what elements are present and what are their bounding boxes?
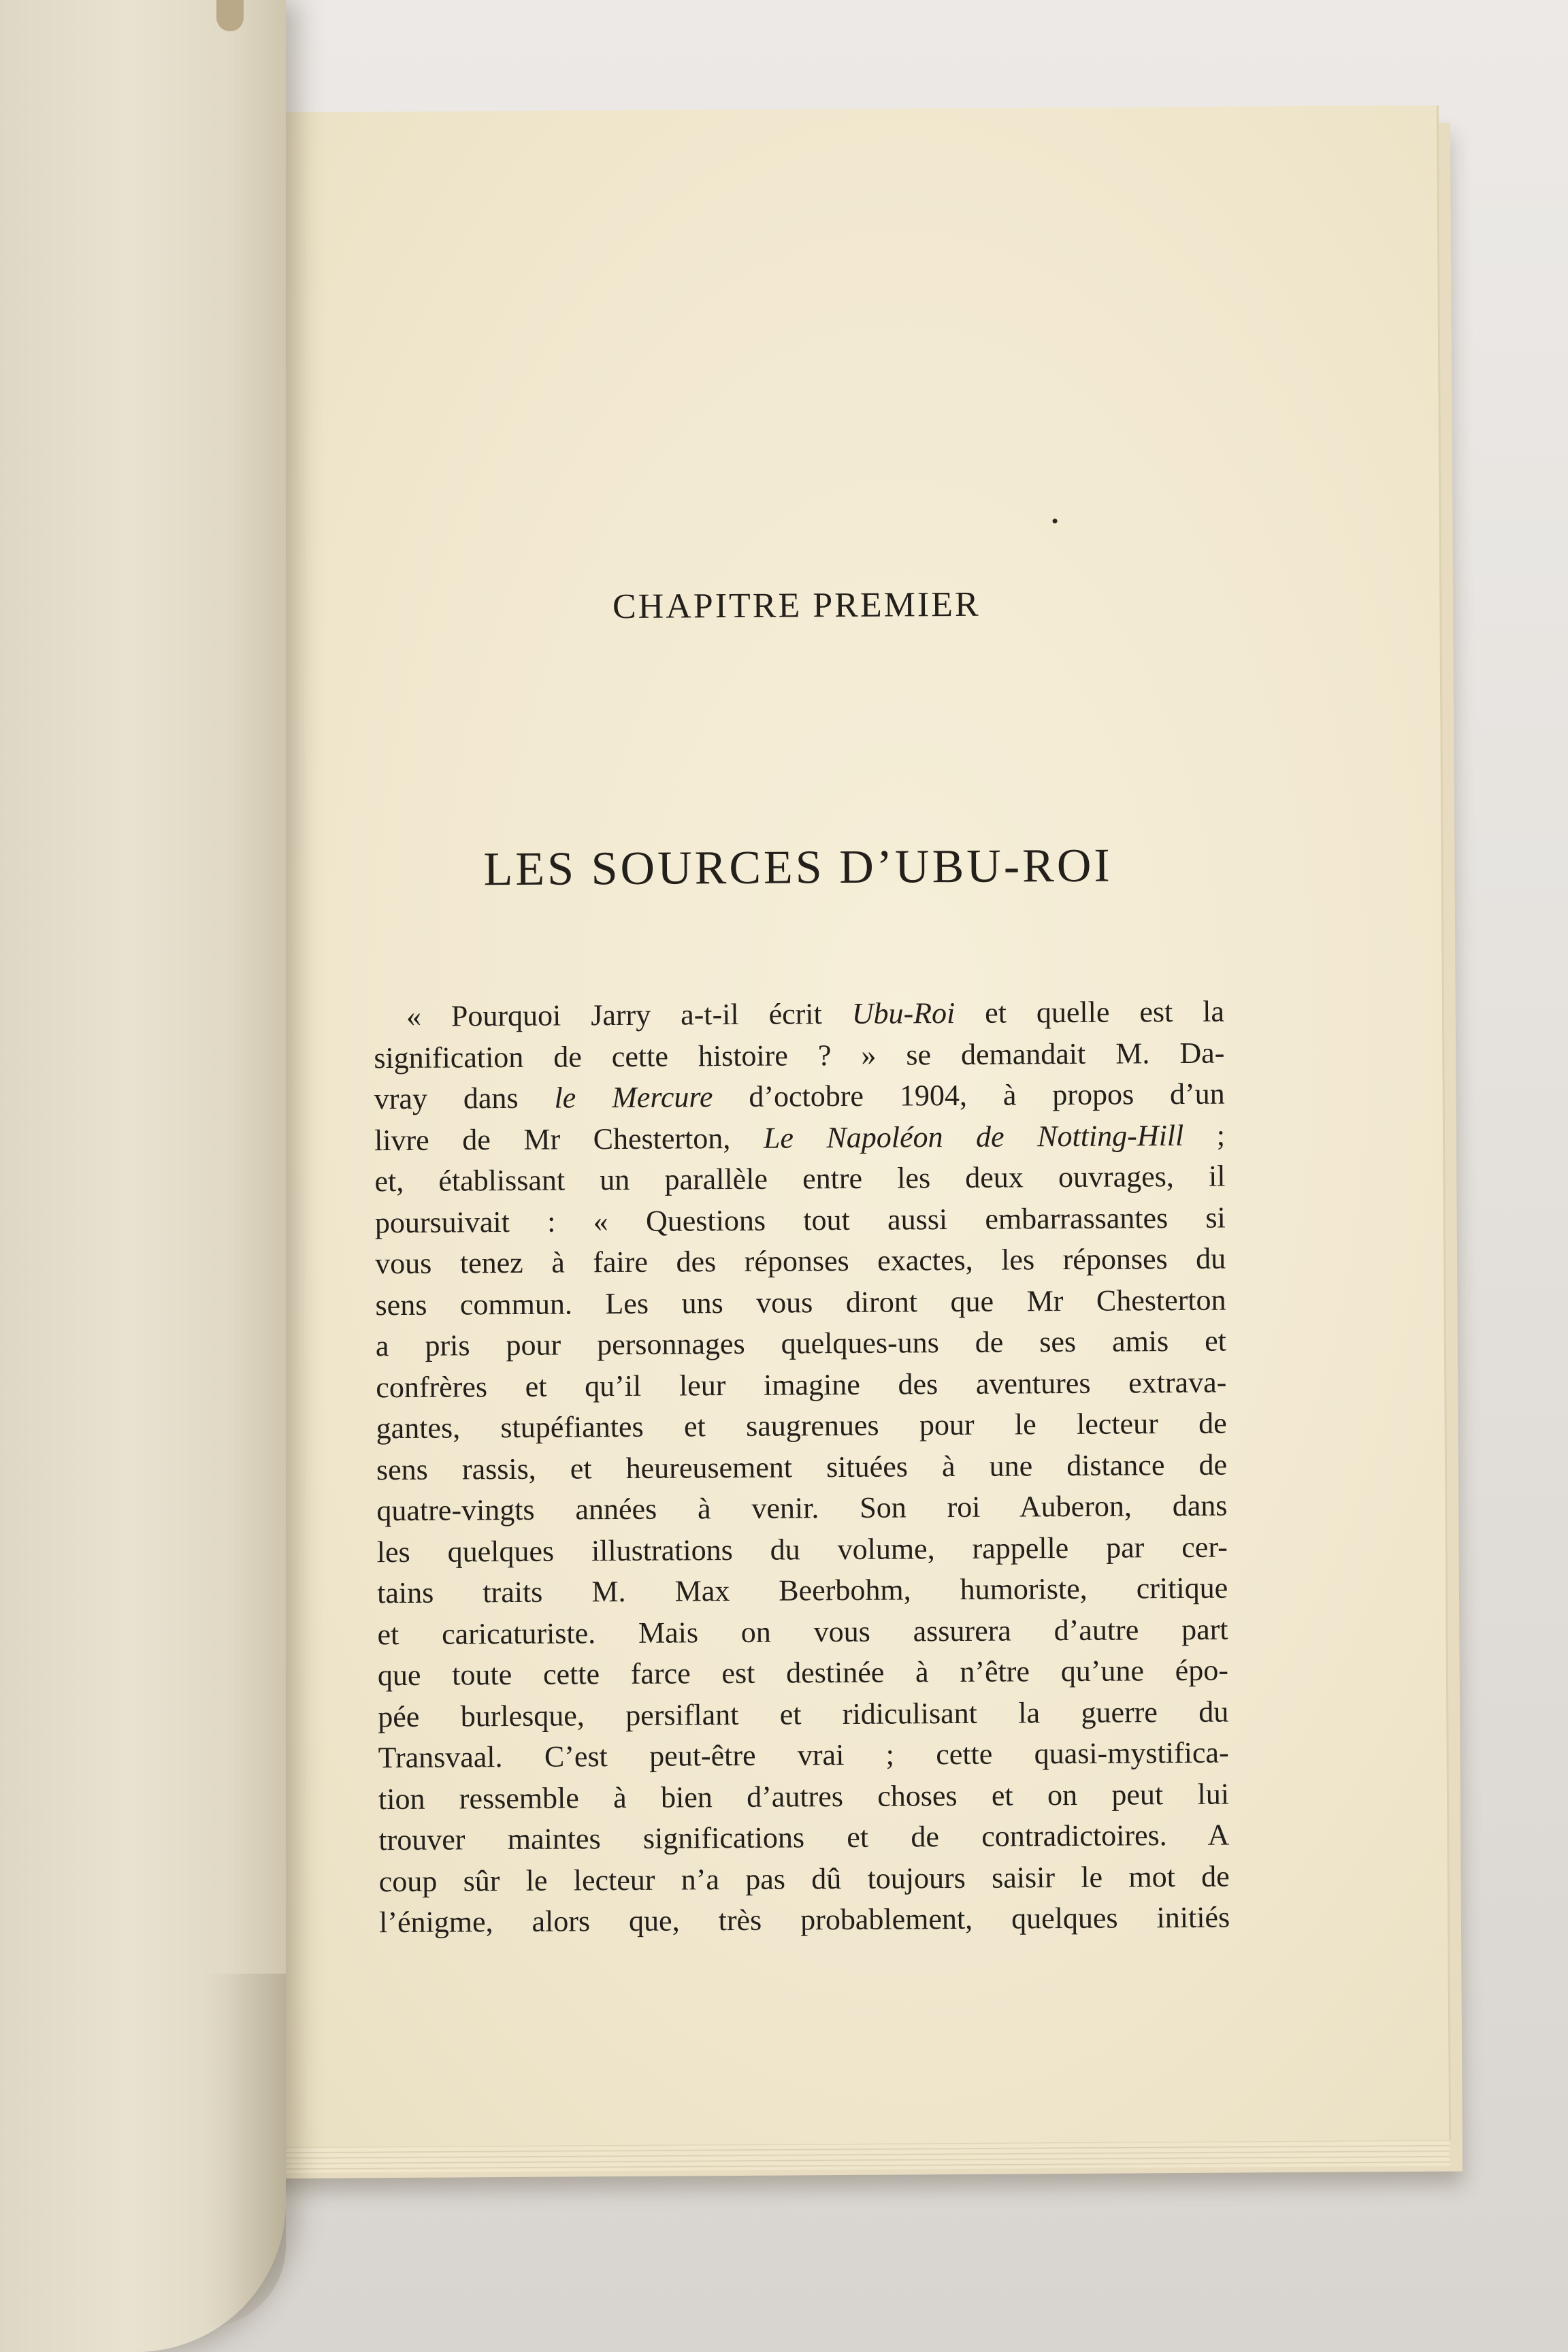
text-line: [378, 1733, 1228, 1779]
text-line: [377, 1609, 1228, 1655]
text-run: livre de Mr Chesterton,: [374, 1121, 764, 1157]
text-line: [376, 1321, 1226, 1367]
body-paragraph: [374, 992, 1230, 1944]
text-line: [375, 1197, 1226, 1243]
text-line: [378, 1691, 1228, 1737]
text-run: « Pourquoi Jarry a-t-il écrit: [406, 996, 852, 1033]
italic-title: Ubu-Roi: [851, 996, 956, 1030]
text-run: que toute cette farce est destinée à n’être qu’une épo-: [377, 1653, 1229, 1693]
text-line: [376, 1403, 1227, 1450]
chapter-title: LES SOURCES D’UBU-ROI: [483, 839, 1113, 896]
ornament-dot: [1053, 519, 1058, 523]
text-run: ;: [1183, 1118, 1226, 1152]
text-run: Transvaal. C’est peut-être vrai ; cette quasi-mystifica-: [378, 1735, 1229, 1775]
page-text-block: [368, 107, 1231, 2147]
text-run: sens rassis, et heureusement situées à une distance de: [376, 1448, 1228, 1486]
text-line: [377, 1568, 1228, 1614]
text-line: [374, 1156, 1225, 1203]
text-line: [374, 1115, 1225, 1161]
text-line: [374, 1032, 1224, 1079]
text-run: tains traits M. Max Beerbohm, humoriste, critique: [377, 1571, 1228, 1610]
italic-title: Le Napoléon de Notting-Hill: [763, 1118, 1184, 1155]
text-run: tion ressemble à bien d’autres choses et on peut lui: [378, 1777, 1230, 1816]
text-run: les quelques illustrations du volume, rappelle par cer-: [376, 1530, 1228, 1569]
text-run: signification de cette histoire ? » se demandait M. Da-: [374, 1036, 1225, 1075]
text-line: [378, 1815, 1229, 1861]
text-run: gantes, stupéfiantes et saugrenues pour le lecteur de: [376, 1406, 1227, 1446]
text-run: vous tenez à faire des réponses exactes, les réponses du: [375, 1241, 1226, 1281]
text-run: poursuivait : « Questions tout aussi embarrassantes si: [374, 1200, 1226, 1239]
text-line: [374, 992, 1224, 1038]
text-run: vray dans: [374, 1081, 555, 1116]
book-page: [239, 105, 1451, 2148]
chapter-heading: CHAPITRE PREMIER: [612, 585, 981, 627]
text-run: l’énigme, alors que, très probablement, quelques initiés: [378, 1900, 1230, 1940]
text-line: [376, 1486, 1227, 1532]
text-run: coup sûr le lecteur n’a pas dû toujours saisir le mot de: [378, 1859, 1230, 1898]
italic-title: le Mercure: [554, 1080, 713, 1115]
text-line: [376, 1444, 1227, 1490]
torn-corner: [216, 0, 244, 31]
text-line: [379, 1856, 1230, 1902]
text-run: et, établissant un parallèle entre les deux ouvrages, il: [374, 1159, 1226, 1198]
text-line: [378, 1774, 1229, 1820]
text-run: et quelle est la: [955, 994, 1225, 1030]
text-run: a pris pour personnages quelques-uns de ses amis et: [375, 1324, 1227, 1363]
text-line: [376, 1362, 1226, 1408]
text-run: sens commun. Les uns vous diront que Mr Chesterton: [375, 1283, 1226, 1322]
text-line: [378, 1650, 1228, 1697]
text-run: trouver maintes significations et de contradictoires. A: [378, 1818, 1230, 1857]
text-line: [375, 1279, 1226, 1326]
facing-page-curl-shadow: [204, 1974, 286, 2328]
text-run: et caricaturiste. Mais on vous assurera d’autre part: [377, 1612, 1228, 1651]
text-line: [379, 1897, 1230, 1944]
text-line: [375, 1239, 1226, 1285]
text-run: d’octobre 1904, à propos d’un: [713, 1077, 1225, 1114]
text-run: pée burlesque, persiflant et ridiculisant la guerre du: [378, 1695, 1229, 1733]
text-line: [374, 1074, 1225, 1120]
text-line: [377, 1526, 1228, 1573]
text-run: confrères et qu’il leur imagine des aventures extrava-: [376, 1365, 1227, 1404]
text-run: quatre-vingts années à venir. Son roi Auberon, dans: [376, 1488, 1228, 1528]
